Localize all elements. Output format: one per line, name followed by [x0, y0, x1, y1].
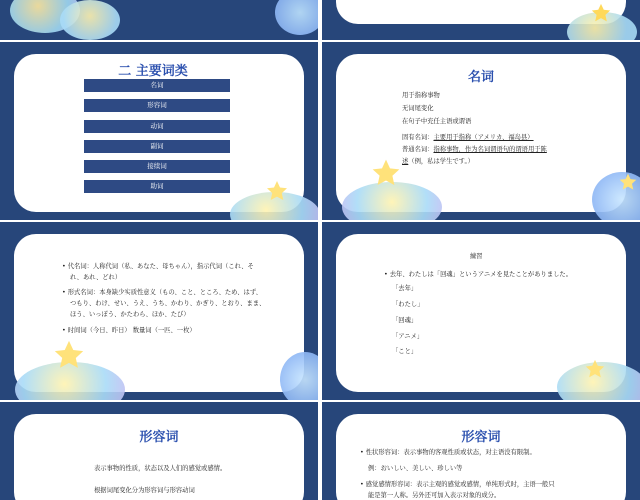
slide-thumb-8[interactable] [322, 402, 640, 500]
slide-thumb-2[interactable] [322, 0, 640, 40]
answer-option: 「こと」 [392, 348, 418, 355]
slide-thumb-4[interactable] [322, 42, 640, 220]
bullet-text: 能是第一人称。另外还可加入表示对象的成分。 [368, 492, 501, 499]
slide-thumb-3[interactable] [0, 42, 318, 220]
slide-thumb-7[interactable] [0, 402, 318, 500]
bullet-text: ほう、いっぽう、かたわら、ほか、たび） [70, 311, 190, 318]
answer-option: 「わたし」 [392, 301, 424, 308]
bullet-text: つもり、わけ、せい、うえ、うち、かわり、かぎり、とおり、まま、 [70, 300, 266, 307]
bullet-text: • 时间词（今日、昨日） 数量词（一匹、一枚） [62, 327, 196, 334]
slide-text: 固有名词：主要用于指称（アメリカ、福岛县） [402, 134, 534, 141]
bullet-text: • 去年、わたしは「回魂」というアニメを見たことがありました。 [384, 271, 573, 278]
slide-thumb-1[interactable] [0, 0, 318, 40]
star-icon [370, 157, 402, 189]
star-icon [590, 2, 612, 24]
star-icon [52, 338, 86, 372]
bullet-text: 例：おいしい、美しい、珍しい等 [368, 465, 463, 472]
bullet-text: れ、あれ、どれ） [70, 274, 122, 281]
slide-title: 練習 [470, 253, 483, 260]
word-class-item: 形容词 [84, 99, 230, 112]
slide-title: 形容词 [139, 430, 179, 445]
slide-text: 用于指称事物 [402, 92, 440, 99]
slide-text: 普通名词：指称事物，作为名词谓语句的谓语用于陈 [402, 146, 547, 153]
slide-text: 述（例，私は学生です。） [402, 158, 474, 165]
answer-option: 「アニメ」 [392, 333, 424, 340]
word-class-item: 动词 [84, 120, 230, 133]
slide-thumb-6[interactable] [322, 222, 640, 400]
word-class-item: 助词 [84, 180, 230, 193]
word-class-item: 副词 [84, 140, 230, 153]
star-icon [265, 179, 289, 203]
slide-title: 名词 [467, 70, 494, 85]
slide-thumb-5[interactable] [0, 222, 318, 400]
slide-title: 二 主要词类 [118, 64, 188, 79]
slide-text: 在句子中充任主语或谓语 [402, 118, 472, 125]
word-class-item: 接续词 [84, 160, 230, 173]
answer-option: 「去年」 [392, 285, 418, 292]
star-icon [618, 172, 638, 192]
slide-text: 表示事物的性质，状态以及人们的感觉或感情。 [94, 465, 227, 472]
slide-text: 无词尾变化 [402, 105, 434, 112]
slide-text: 根据词尾变化分为形容词与形容动词 [94, 487, 195, 494]
bullet-text: • 性状形容词：表示事物的客观性质或状态，对主语没有限制。 [360, 449, 536, 456]
bullet-text: • 感觉感情形容词：表示主观的感觉或感情，单纯形式时，主语一般只 [360, 481, 555, 488]
bullet-text: • 形式名词：本身缺少实质性意义（もの、こと、ところ、ため、はず、 [62, 289, 262, 296]
bullet-text: • 代名词：人称代词（私、あなた、母ちゃん），指示代词（これ、そ [62, 263, 254, 270]
word-class-item: 名词 [84, 79, 230, 92]
star-icon [584, 358, 606, 380]
answer-option: 「回魂」 [392, 317, 418, 324]
slide-title: 形容词 [461, 430, 501, 445]
